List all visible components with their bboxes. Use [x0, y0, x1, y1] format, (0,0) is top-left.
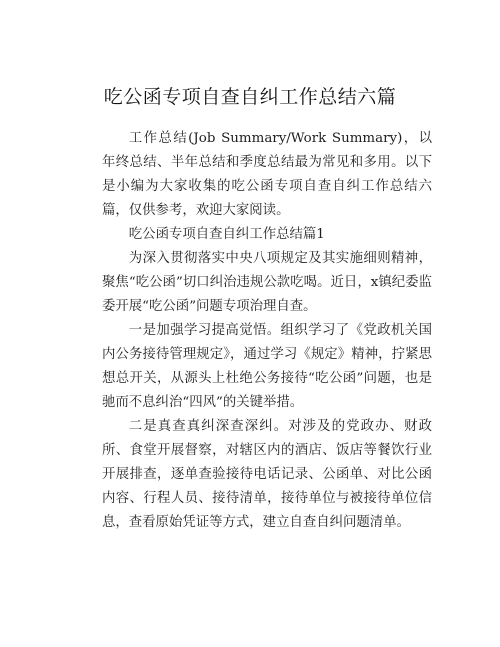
document-body: [102, 127, 432, 535]
intro-paragraph: 工作总结(Job Summary/Work Summary)，以年终总结、半年总结和季度总结最为常见和多用。以下是小编为大家收集的吃公函专项自查自纠工作总结六篇，仅供参考，欢迎大家阅读。: [102, 131, 432, 218]
body-paragraph: 二是真查真纠深查深纠。对涉及的党政办、财政所、食堂开展督察，对辖区内的酒店、饭店等餐饮行业开展排查，逐单查验接待电话记录、公函单、对比公函内容、行程人员、接待清单，接待单位与被接待单位信息，查看原始凭证等方式，建立自查自纠问题清单。: [102, 419, 432, 530]
document-title: 吃公函专项自查自纠工作总结六篇: [103, 86, 397, 108]
body-paragraph: 一是加强学习提高觉悟。组织学习了《党政机关国内公务接待管理规定》，通过学习《规定》精神，拧紧思想总开关，从源头上杜绝公务接待“吃公函”问题，也是驰而不息纠治“四风”的关键举措。: [102, 323, 432, 410]
body-paragraph: 为深入贯彻落实中央八项规定及其实施细则精神，聚焦“吃公函”切口纠治违规公款吃喝。近日，x镇纪委监委开展“吃公函”问题专项治理自查。: [102, 251, 432, 314]
section-heading: 吃公函专项自查自纠工作总结篇1: [128, 227, 325, 242]
